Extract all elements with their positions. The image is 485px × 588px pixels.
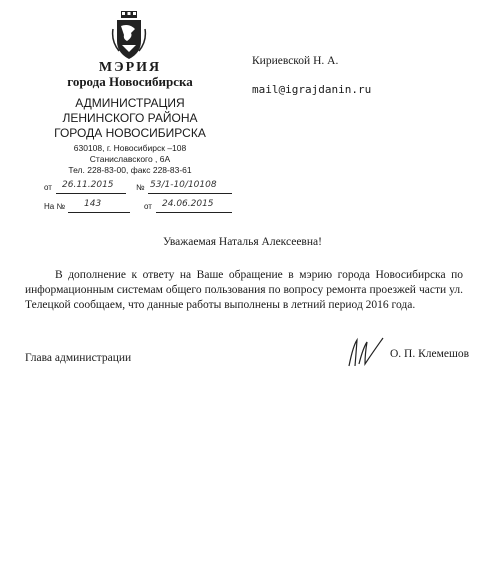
- outgoing-number-row: [44, 180, 234, 195]
- admin-line: ЛЕНИНСКОГО РАЙОНА: [62, 111, 198, 125]
- address-line: Тел. 228-83-00, факс 228-83-61: [68, 165, 192, 175]
- address-line: Станиславского , 6А: [89, 154, 171, 164]
- signatory-name: О. П. Клемешов: [390, 348, 470, 360]
- address-line: 630108, г. Новосибирск –108: [73, 143, 187, 153]
- letterhead-title: МЭРИЯ: [98, 60, 162, 75]
- number-label: №: [136, 183, 145, 192]
- recipient-name: Кириевской Н. А.: [252, 55, 339, 67]
- administration-name: [40, 96, 220, 141]
- ref-number: 143: [84, 199, 102, 209]
- coat-of-arms-emblem: [111, 11, 147, 61]
- from-label: от: [44, 183, 52, 192]
- handwritten-signature: [343, 336, 387, 370]
- recipient-email: mail@igrajdanin.ru: [252, 83, 372, 96]
- from-date: 26.11.2015: [62, 180, 114, 190]
- letterhead-address: [40, 143, 220, 176]
- ref-label: На №: [44, 202, 66, 211]
- outgoing-number: 53/1-10/10108: [150, 180, 217, 190]
- admin-line: ГОРОДА НОВОСИБИРСКА: [54, 126, 206, 140]
- letterhead-city: города Новосибирска: [67, 74, 193, 89]
- letter-body: В дополнение к ответу на Ваше обращение в мэрию города Новосибирска по информационным системам общего пользования по вопросу ремонта проезжей части ул. Телецкой сообщаем, что данные работы выполнены в летний период 2016 года.: [25, 269, 463, 311]
- admin-line: АДМИНИСТРАЦИЯ: [75, 96, 185, 110]
- signatory-title: Глава администрации: [25, 352, 132, 364]
- salutation: Уважаемая Наталья Алексеевна!: [163, 236, 322, 248]
- ref-date: 24.06.2015: [162, 199, 214, 209]
- ref-from-label: от: [144, 202, 152, 211]
- reference-row: [44, 199, 234, 214]
